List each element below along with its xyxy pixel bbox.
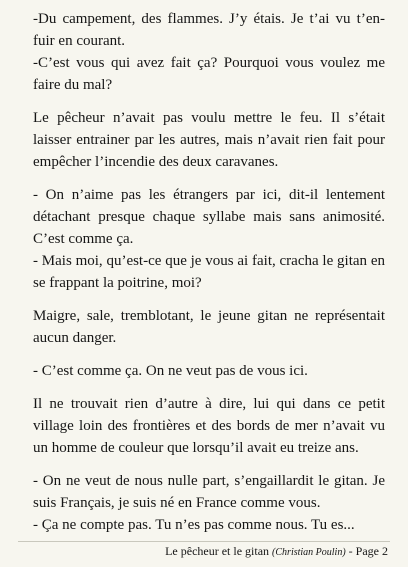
paragraph-6: Maigre, sale, tremblotant, le jeune gitan ne représentait aucun danger. <box>33 308 385 346</box>
paragraph-4: - On n’aime pas les étrangers par ici, dit-il lentement détachant presque chaque syllabe mais sans animosité. C’est comme ça. <box>33 187 385 247</box>
footer-page-number: - Page 2 <box>348 544 388 558</box>
paragraph-5: - Mais moi, qu’est-ce que je vous ai fait, cracha le gitan en se frappant la poitrine, moi? <box>33 253 385 291</box>
paragraph-7: - C’est comme ça. On ne veut pas de vous ici. <box>33 363 308 379</box>
footer-divider <box>18 541 390 542</box>
paragraph-10: - Ça ne compte pas. Tu n’es pas comme nous. Tu es... <box>33 517 355 533</box>
paragraph-1: -Du campement, des flammes. J’y étais. Je t’ai vu t’en-fuir en courant. <box>33 11 385 49</box>
page-text <box>33 8 385 536</box>
paragraph-2: -C’est vous qui avez fait ça? Pourquoi vous voulez me faire du mal? <box>33 55 385 93</box>
page-footer <box>165 543 388 561</box>
footer-title: Le pêcheur et le gitan <box>165 544 270 558</box>
footer-author: (Christian Poulin) <box>272 547 346 558</box>
paragraph-8: Il ne trouvait rien d’autre à dire, lui qui dans ce petit village loin des frontières et des bords de mer n’avait vu un homme de couleur que lorsqu’il avait eu treize ans. <box>33 396 385 456</box>
paragraph-9: - On ne veut de nous nulle part, s’engaillardit le gitan. Je suis Français, je suis né en France comme vous. <box>33 473 385 511</box>
paragraph-3: Le pêcheur n’avait pas voulu mettre le feu. Il s’était laisser entrainer par les autres, mais n’avait rien fait pour empêcher l’incendie des deux caravanes. <box>33 110 385 170</box>
